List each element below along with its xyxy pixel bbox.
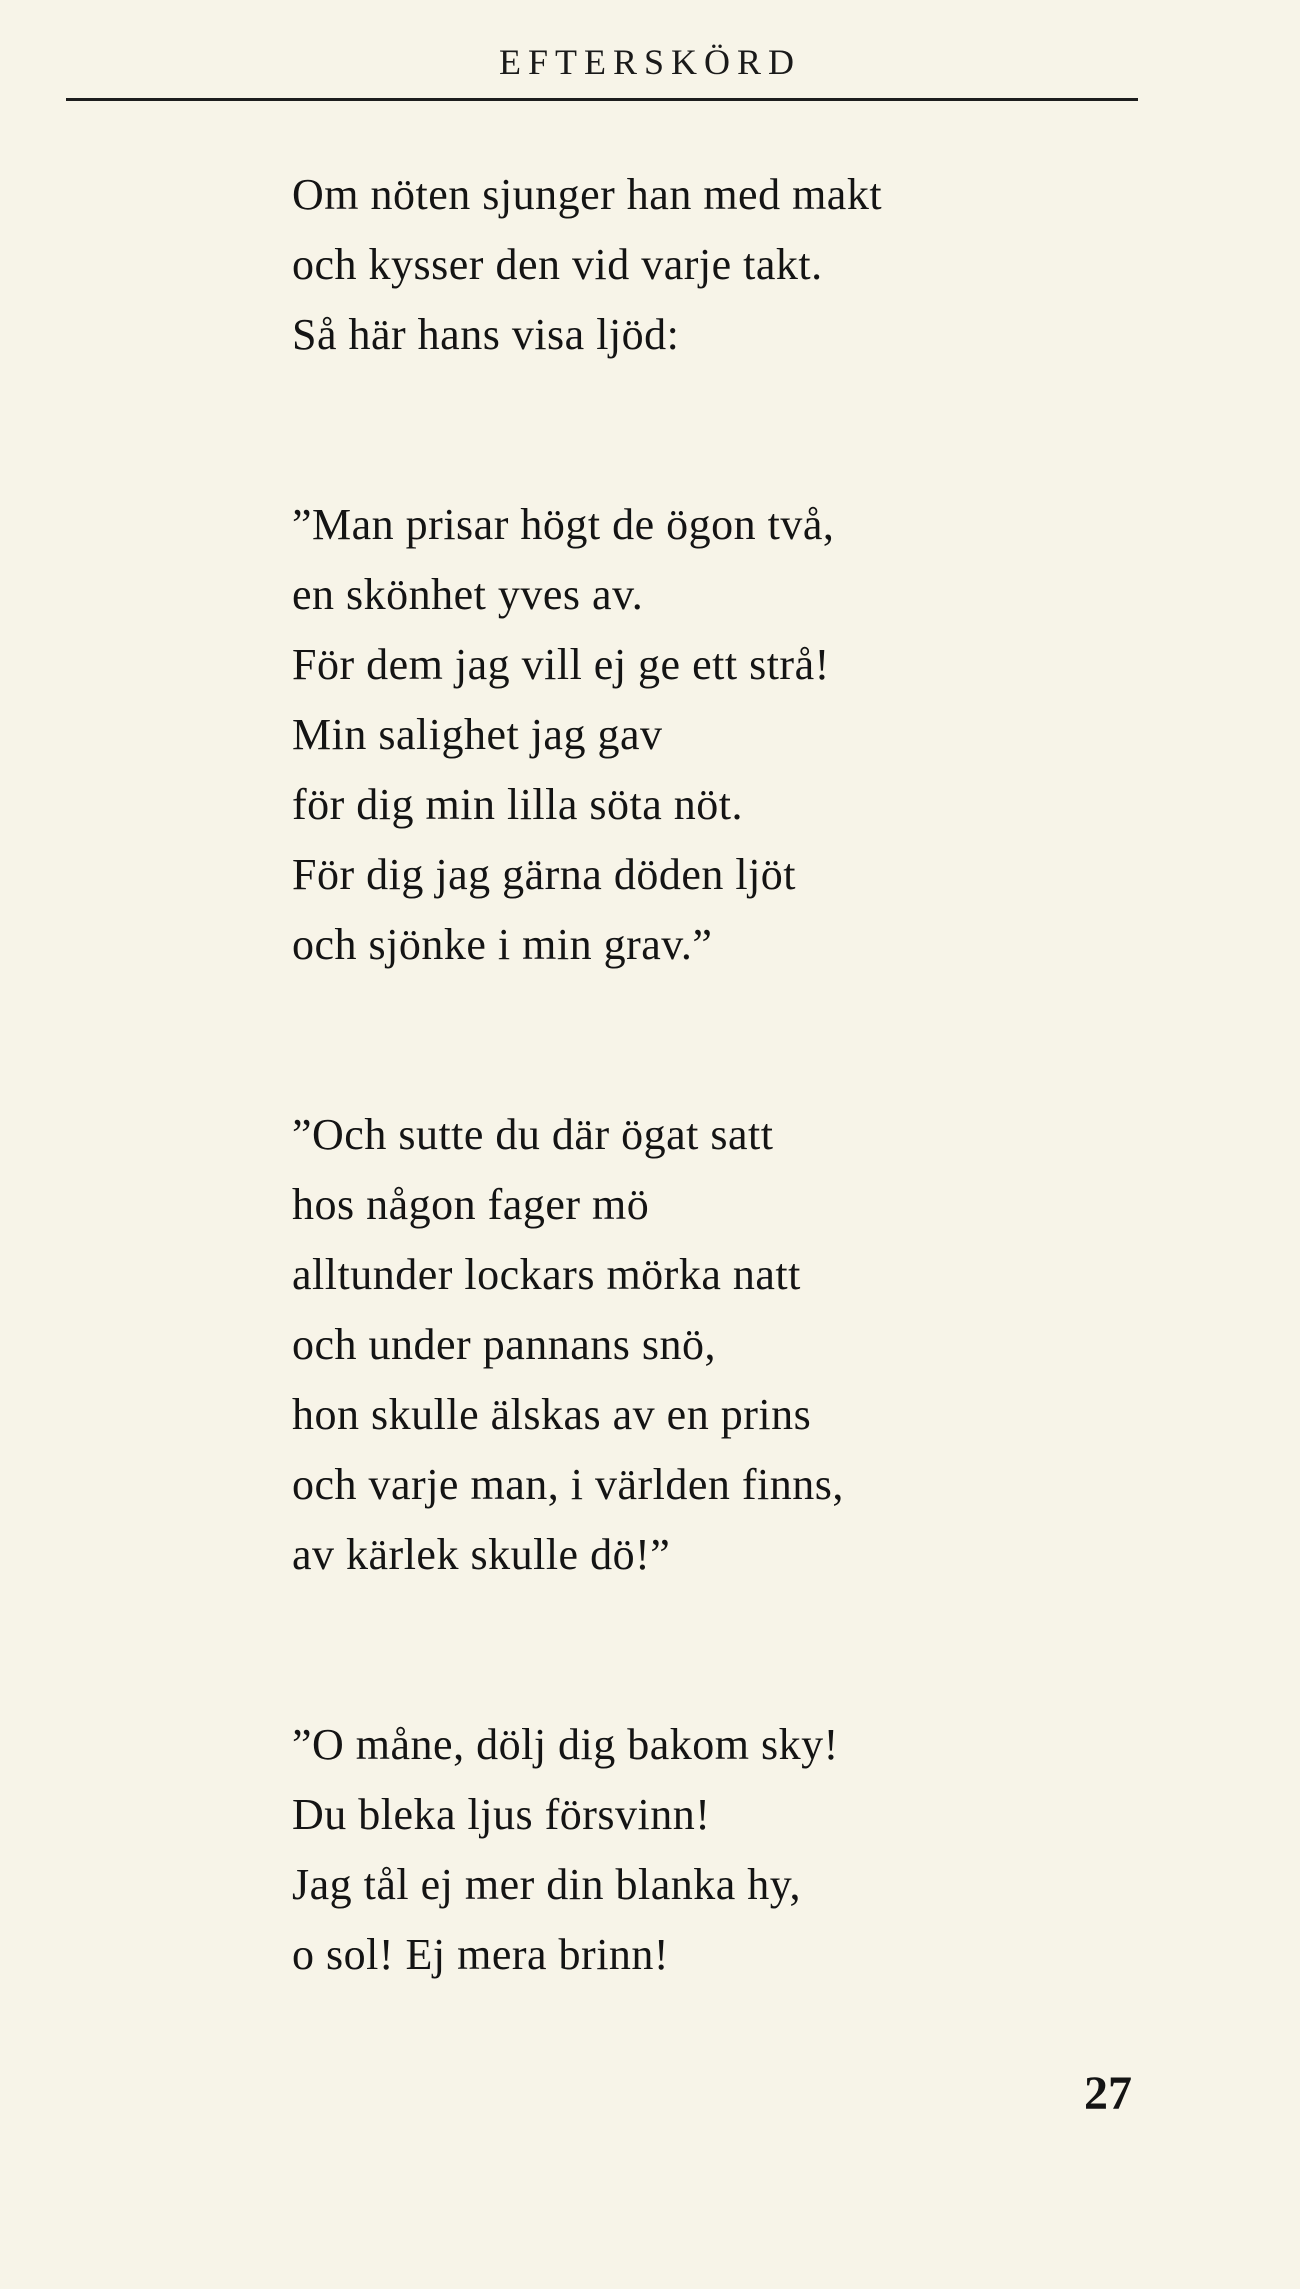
poem-line: Du bleka ljus försvinn!	[292, 1790, 711, 1839]
poem-line: och varje man, i världen finns,	[292, 1460, 844, 1509]
poem-line: en skönhet yves av.	[292, 570, 644, 619]
poem-line: och kysser den vid varje takt.	[292, 240, 823, 289]
poem-body	[292, 160, 1052, 1990]
header-rule	[66, 98, 1138, 101]
running-title: EFTERSKÖRD	[498, 42, 802, 82]
poem-line: ”Man prisar högt de ögon två,	[292, 500, 835, 549]
poem-line: och sjönke i min grav.”	[292, 920, 713, 969]
stanza-2	[292, 490, 1052, 980]
poem-line: o sol! Ej mera brinn!	[292, 1930, 670, 1979]
page-number: 27	[1084, 2067, 1132, 2120]
poem-line: hos någon fager mö	[292, 1180, 650, 1229]
poem-line: hon skulle älskas av en prins	[292, 1390, 812, 1439]
poem-line: ”O måne, dölj dig bakom sky!	[292, 1720, 839, 1769]
poem-line: Jag tål ej mer din blanka hy,	[292, 1860, 801, 1909]
poem-line: Om nöten sjunger han med makt	[292, 170, 883, 219]
stanza-4	[292, 1710, 1052, 1990]
poem-line: och under pannans snö,	[292, 1320, 717, 1369]
poem-line: För dem jag vill ej ge ett strå!	[292, 640, 830, 689]
poem-line: alltunder lockars mörka natt	[292, 1250, 801, 1299]
poem-line: ”Och sutte du där ögat satt	[292, 1110, 774, 1159]
stanza-1	[292, 160, 1052, 370]
poem-line: Så här hans visa ljöd:	[292, 310, 680, 359]
poem-line: av kärlek skulle dö!”	[292, 1530, 671, 1579]
poem-line: Min salighet jag gav	[292, 710, 663, 759]
poem-line: För dig jag gärna döden ljöt	[292, 850, 797, 899]
poem-line: för dig min lilla söta nöt.	[292, 780, 744, 829]
stanza-3	[292, 1100, 1052, 1590]
